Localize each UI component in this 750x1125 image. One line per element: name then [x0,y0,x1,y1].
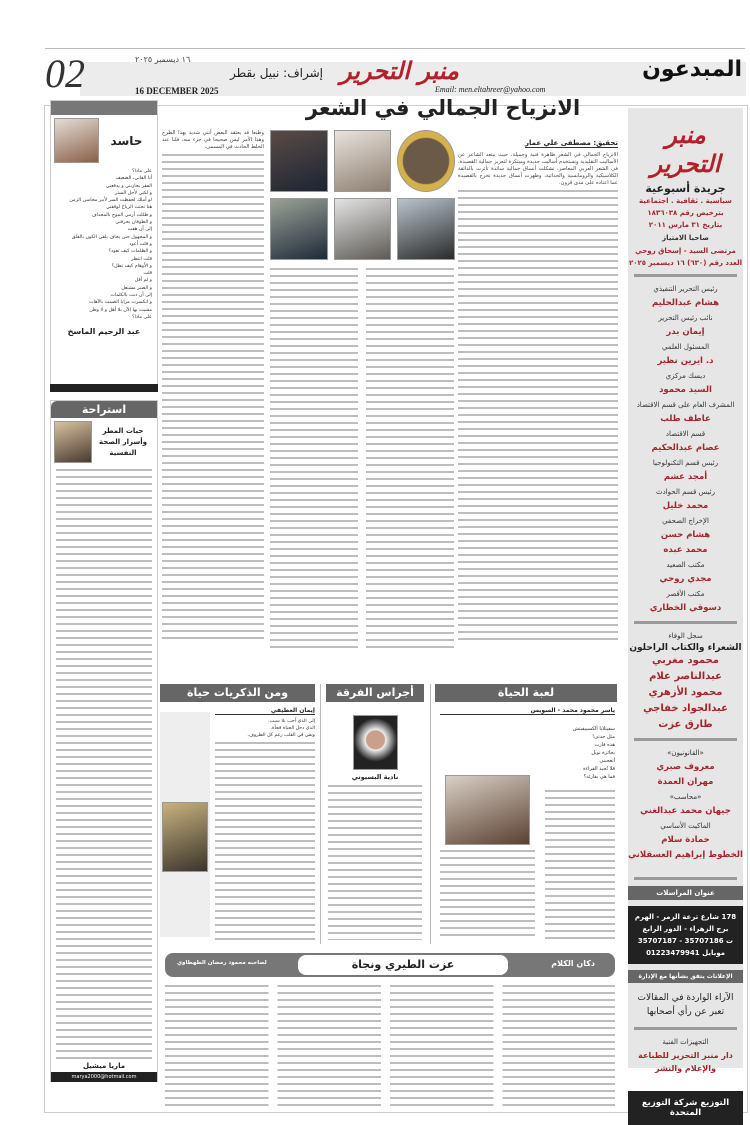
poem-line: و الطوفان يحرقني [115,220,152,226]
text-line: إلى الذي أحب بلا سبب. [268,719,315,724]
page-number: 02 [45,51,85,96]
poem-line: سفيتلانا ألكسييفيتش [572,726,615,732]
poem-line: مشيت بها الآن بلا أهل و لا وطن [89,307,152,313]
staff-name: هشام حسن [660,530,711,540]
memorial-name: محمود مغربي [652,655,719,666]
poem-footer-bar [50,384,158,392]
rest-author: ماريا ميشيل [82,1062,126,1070]
poem-line: إلى أن ذبت بالكلمات [110,293,152,299]
tagline: سياسية . ثقافية . اجتماعية [639,197,732,205]
staff-role: مكتب الأقصر [666,590,705,598]
article-body-text [270,268,358,648]
mobile: موبايل 01223479941 [646,949,725,957]
legal-name: مهران العمدة [657,777,714,787]
section-body-text [328,785,422,940]
poem-line: و لكني لأجل الستر [115,190,152,196]
poem-line: فما هي بقارئة؟ [583,774,615,780]
staff-name: دسوقي الخطاري [649,603,722,613]
memorial-title: الشعراء والكتاب الراحلون [629,643,742,653]
poem-line: و لم أقل [134,278,152,284]
staff-role: المسئول العلمي [661,343,710,351]
poem-text [51,166,157,323]
poem-line: أتعجبني [599,758,615,764]
staff-name: إيمان بدر [666,327,705,337]
staff-name: محمد خليل [662,501,709,511]
owners: مرتضى السيد - إسحاق روحي [635,247,736,255]
memorial-names [628,653,743,733]
poet-photo [397,198,455,260]
masthead-sidebar [628,108,743,1118]
staff-name: مجدي روحي [659,574,712,584]
author-photo [54,421,92,463]
layout-name: حمادة سلام [661,835,710,845]
memorial-name: عبدالناصر علام [649,671,722,682]
phone: ت 35707186 - 35707187 [637,937,734,945]
column-body-text [165,985,615,1110]
tech-name: دار منبر التحرير للطباعة والإعلام والنشر [638,1051,733,1073]
poem-lines [545,725,615,781]
owners-label: صاحبا الامتياز [662,234,709,242]
poem-line: الفقر يحاربني و يدفعني [105,183,152,189]
rest-email[interactable]: marya2000@hotmail.com [51,1072,157,1082]
poem-line: مثل جدتي! [592,734,615,740]
fonts-credit: الخطوط إبراهيم العسقلاني [628,850,743,860]
column-label: دكان الكلام [551,959,595,968]
divider [634,877,737,880]
divider [634,1027,737,1030]
poem-header-bar [51,101,157,115]
distribution: التوزيع شركة التوزيع المتحدة [628,1091,743,1125]
column-divider [430,684,431,944]
memorial-name: طارق عزت [658,719,713,730]
staff-role: المشرف العام على قسم الاقتصاد [636,401,735,409]
illustration-image [162,802,208,872]
poem-box [50,100,158,392]
staff-name: السيد محمود [659,385,712,395]
staff-role: رئيس قسم الحوادث [656,488,715,496]
poem-line: أنا الفاني، الضعيف [115,176,152,182]
accountant-name: جيهان محمد عبدالغني [640,806,731,816]
poem-line: على ماذا؟ [131,314,152,320]
text-line: وبقي في القلب رغم كل الظروف. [247,733,315,738]
column-owner: لصاحبه محمود رمضان الطهطاوي [177,960,267,966]
staff-role: رئيس التحرير التنفيذي [653,285,718,293]
staff-name: عصام عبدالحكيم [651,443,720,453]
article-title: الانزياح الجمالي في الشعر [305,96,581,120]
column-divider [320,684,321,944]
column-banner [165,953,615,977]
poem-line: و قلت أعود [129,241,152,247]
article-body-text [366,268,454,648]
section-name: المبدعون [642,57,742,82]
poem-line: على ماذا؟ [131,169,152,174]
author-photo [445,775,530,845]
poem-title: حاسد [110,133,143,148]
layout-label: الماكيت الأساسي [660,822,711,830]
staff-role: ديسك مركزي [665,372,706,380]
staff-name: محمد عبده [663,545,708,555]
staff-list [628,282,743,616]
poem-line: هذه فازت [594,742,615,748]
divider [634,738,737,741]
address-line: برج الزهراء - الدور الرابع [642,925,729,933]
poem-line: قلت [143,271,152,277]
byline: تحقيق: مصطفى علي عمار [524,139,618,147]
license: بترخيص رقم ١٨٣٦٠٣٨ [647,209,724,217]
disclaimer: الآراء الواردة في المقالات تعبر عن رأي أصحابها [637,993,734,1017]
section-author: ياسر محمود محمد - السويس [440,707,615,715]
date-arabic: ١٦ ديسمبر ٢٠٢٥ [135,55,191,64]
tech-label: التجهيزات الفنية [662,1038,709,1046]
staff-name: أمجد عشم [663,472,708,482]
newspaper-logo: منبر التحرير [340,56,459,85]
memorial-name: عبدالجواد خفاجي [643,703,728,714]
poem-line: و ظللت أرمي الموج بالمجداف [91,212,152,218]
supervisor: إشراف: نبيل بقطر [230,66,323,80]
poem-line: قلت انتظر [131,256,152,262]
date-english: 16 DECEMBER 2025 [135,86,219,96]
paper-type: جريدة أسبوعية [645,182,726,195]
rest-title: حبات المطر وأسرار الصحة النفسية [98,426,148,457]
poem-line: و الصبر مشتعل [121,285,152,291]
article-intro: الانزياح الجمالي في الشعر ظاهرة فنية وجميلة، حيث يبتعد الشاعر عن الأساليب التقليدية ويستخدم أساليب جديدة ومبتكرة لتعزيز جمالية القصيدة. في الشعر العربي المعاصر، تشكلت أنساق جمالية سائدة تأثرت بالذائقة الكلاسيكية والرومانسية والحداثية، وظهرت أنساق جديدة تخرج بالقصيدة عما اعتاده على مدى قرون. [458,152,618,186]
section-body-text [440,850,535,940]
poem-line: و الأوهام كيف تطل؟ [111,263,152,269]
article-right-column [458,130,618,645]
issue-number: العدد رقم (٦٣٠) ١٦ ديسمبر ٢٠٢٥ [628,259,743,267]
article-left-column [162,130,264,644]
section-body-text [215,742,315,940]
article-body-text [162,154,264,644]
column-title: عزت الطيري ونجاة [298,955,508,975]
staff-role: قسم الاقتصاد [665,430,706,438]
author-photo [353,715,398,770]
rest-label: استراحة [51,401,157,418]
section-title-memories: ومن الذكريات حياة [160,684,315,702]
rest-column [50,400,158,1082]
memorial-label: سجل الوفاء [668,632,703,640]
poem-line: و المجهول حين يخاف يلقي الكون بالقلق [71,234,152,240]
poem-author: عبد الرحيم الماسخ [67,327,141,337]
legal-label: «القانونيون» [667,749,704,757]
staff-name: د. ايرين نظير [657,356,714,366]
ads-note: الإعلانات يتفق بشأنها مع الإدارة [628,970,743,983]
poem-line: و الظلمات كيف تعود؟ [108,249,152,255]
divider [634,274,737,277]
text-line: الذي دخل الحياة فجأة. [270,726,315,731]
sidebar-logo: منبر التحرير [650,120,721,178]
staff-role: مكتب الصعيد [666,561,705,569]
address-label: عنوان المراسلات [628,886,743,900]
accountant-label: «محاسب» [669,793,702,801]
staff-role: نائب رئيس التحرير [658,314,713,322]
poet-photo [397,130,455,192]
section-title-bells: أجراس الفرقة [326,684,424,702]
legal-name: معروف صبري [656,762,715,772]
article-body-text [458,190,618,645]
poets-photo-grid [270,130,455,260]
poet-photo [334,130,392,192]
poem-line: لو أملك لحفظت السر لأبير محاسن الزمن [69,198,152,204]
section-title-game-of-life: لعبة الحياة [435,684,617,702]
staff-name: هشام عبدالحليم [652,298,719,308]
address-line: 178 شارع ترعة الزمر - الهرم [634,913,737,921]
section-author: إيمان العطيفي [215,707,315,715]
poem-line: هنا تحتث الرياح لوقفتي [105,205,152,211]
poet-photo [334,198,392,260]
header-rule [45,48,745,49]
poem-line: بجائزة نوبل [591,750,615,756]
poem-line: و انكسرت مرايا الصمت بالآهات [89,300,152,306]
section-author: نادية البسيوني [351,773,399,781]
staff-name: عاطف طلب [660,414,711,424]
license-date: بتاريخ ٣١ مارس ٢٠١١ [648,221,723,229]
divider [634,621,737,624]
section-body-text [545,790,615,940]
staff-role: رئيس قسم التكنولوجيا [652,459,719,467]
author-photo [54,118,99,163]
poem-line: فلا تُجيد القراءة [583,766,615,772]
poem-line: إلى أن هفت [127,227,152,233]
memorial-name: محمود الأزهري [648,687,723,698]
section-text [215,718,315,739]
staff-role: الإخراج الصحفي [662,517,709,525]
address-box [628,906,743,964]
article-text: وطبعا قد يعتقد البعض أنني شديد بهذا الطرح وهذا الأمر ليس صحيحا في جزء منه، فلنا عند الخلط الحادث في المسمى. [162,130,264,150]
illustration-panel [160,712,210,937]
rest-body-text [56,469,152,1059]
poet-photo [270,198,328,260]
email-link[interactable]: Email: men.eltahreer@yahoo.com [435,85,546,94]
poet-photo [270,130,328,192]
